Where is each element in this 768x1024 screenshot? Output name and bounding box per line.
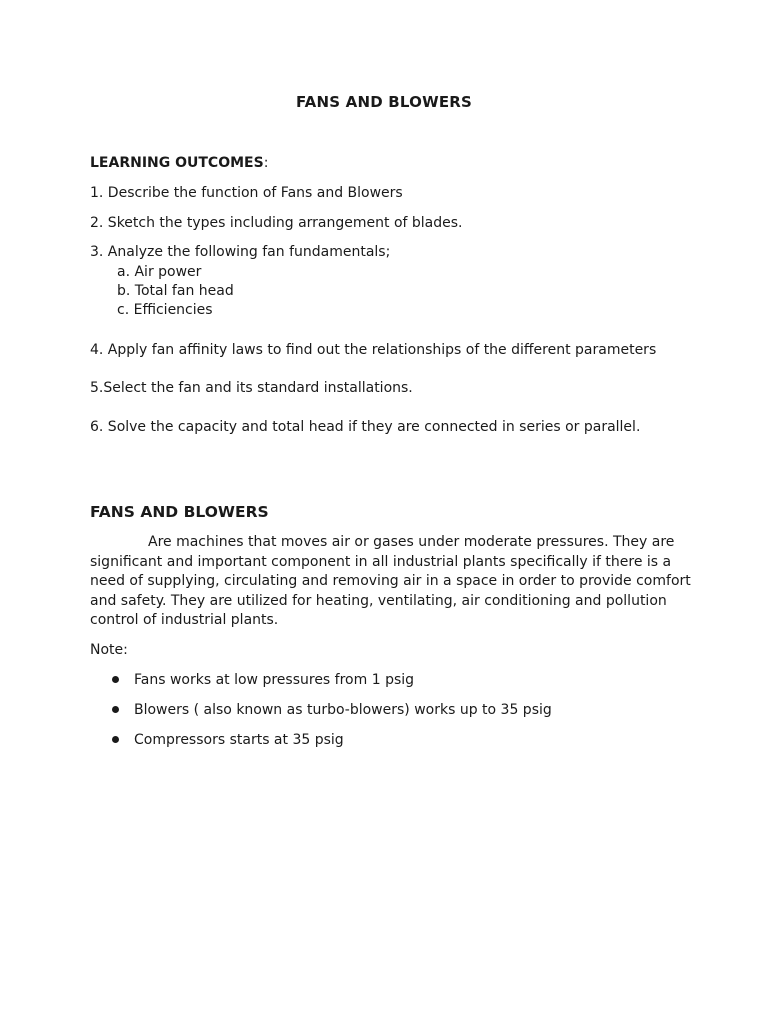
section-paragraph — [90, 533, 691, 631]
bullet-dot-icon — [112, 676, 119, 683]
bullet-dot-icon — [112, 736, 119, 743]
learning-outcome-subitem: c. Efficiencies — [117, 302, 213, 318]
learning-outcomes-heading — [90, 155, 268, 171]
bullet-text: Fans works at low pressures from 1 psig — [134, 672, 415, 688]
learning-outcome-item: 6. Solve the capacity and total head if they are connected in series or parallel. — [90, 419, 641, 435]
learning-outcomes-heading-text: LEARNING OUTCOMES — [90, 155, 264, 171]
bullet-dot-icon — [112, 706, 119, 713]
paragraph-line: Are machines that moves air or gases under moderate pressures. They are — [148, 534, 675, 550]
learning-outcome-item: 1. Describe the function of Fans and Blowers — [90, 185, 403, 201]
paragraph-line: control of industrial plants. — [90, 612, 279, 629]
paragraph-line: need of supplying, circulating and removing air in a space in order to provide comfort — [90, 573, 691, 590]
bullet-text: Blowers ( also known as turbo-blowers) works up to 35 psig — [134, 702, 552, 718]
bullet-text: Compressors starts at 35 psig — [134, 732, 344, 748]
bullet-item — [112, 702, 552, 718]
learning-outcome-subitem: a. Air power — [117, 264, 202, 280]
learning-outcome-item: 3. Analyze the following fan fundamentals; — [90, 244, 391, 260]
paragraph-line: and safety. They are utilized for heating, ventilating, air conditioning and pollution — [90, 592, 667, 609]
bullet-item — [112, 732, 344, 748]
learning-outcome-item: 2. Sketch the types including arrangement of blades. — [90, 215, 463, 231]
note-label: Note: — [90, 642, 128, 658]
section-heading: FANS AND BLOWERS — [90, 503, 269, 521]
learning-outcome-subitem: b. Total fan head — [117, 283, 234, 299]
document-title: FANS AND BLOWERS — [295, 93, 473, 111]
bullet-item — [112, 672, 414, 688]
learning-outcome-item: 4. Apply fan affinity laws to find out the relationships of the different parameters — [90, 342, 657, 358]
learning-outcome-item: 5.Select the fan and its standard installations. — [90, 380, 413, 396]
paragraph-line: significant and important component in all industrial plants specifically if there is a — [90, 553, 672, 570]
learning-outcomes-heading-colon: : — [263, 155, 269, 171]
